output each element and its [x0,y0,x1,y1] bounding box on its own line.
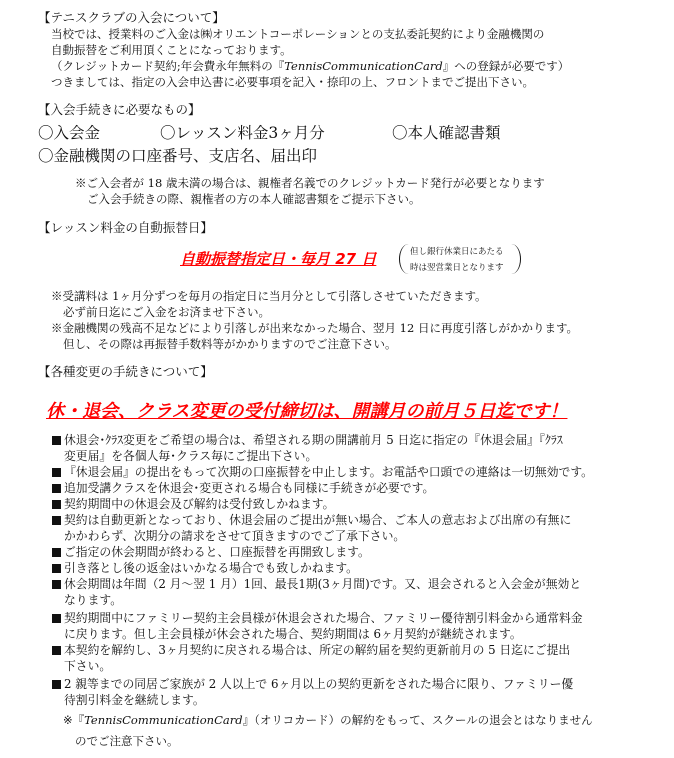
minor-note-line-2: ご入会手続きの際、親権者の方の本人確認書類をご提示下さい。 [87,192,421,206]
deadline-headline: 休・退会、クラス変更の受付締切は、開講月の前月５日迄です！ [46,401,568,422]
orico-note-line-1: ※『TennisCommunicationCard』（オリコカード）の解約をもって、スクールの退会とはなりません [63,713,593,727]
rule-bullet-4: 契約期間中の休退会及び解約は受付致しかねます。 [52,496,334,512]
req-item-entry-fee: 〇入会金 [38,124,101,142]
membership-line-1: 当校では、授業料のご入金は㈱オリエントコーポレーションとの支払委託契約により金融機関の [51,27,545,41]
side-note-line-2: 時は翌営業日となります [410,263,504,273]
debit-date-heading: 【レッスン料金の自動振替日】 [38,220,213,235]
rule-bullet-11: 2 親等までの同居ご家族が 2 人以上で 6ヶ月以上の契約更新をされた場合に限り、ファミリー優 待割引料金を継続します。 [52,676,573,708]
rule-bullet-9: 契約期間中にファミリー契約主会員様が休退会された場合、ファミリー優待割引料金から通常料金 に戻ります。但し主会員様が休会された場合、契約期間は 6ヶ月契約が継続されます。 [52,610,583,642]
req-item-lesson-fee: 〇レッスン料金3ヶ月分 [160,124,325,142]
card-name-final: TennisCommunicationCard [84,713,243,727]
orico-note-line-2: のでご注意下さい。 [75,734,179,748]
debit-date-highlight: 自動振替指定日・毎月 27 日 [180,250,377,268]
membership-line-2: 自動振替をご利用頂くことになっております。 [51,43,292,57]
rule-bullet-5: 契約は自動更新となっており、休退会届のご提出が無い場合、ご本人の意志および出席の有無に かかわらず、次期分の請求をさせて頂きますのでご了承下さい。 [52,512,571,544]
card-name: TennisCommunicationCard [284,59,443,73]
req-item-bank-account: 〇金融機関の口座番号、支店名、届出印 [38,147,318,165]
minor-note-line-1: ※ご入会者が 18 歳未満の場合は、親権者名義でのクレジットカード発行が必要となります [75,176,545,190]
changes-heading: 【各種変更の手続きについて】 [38,364,213,379]
side-note-line-1: 但し銀行休業日にあたる [410,247,504,257]
debit-note-line-3: ※金融機関の残高不足などにより引落しが出来なかった場合、翌月 12 日に再度引落しがかかります。 [51,321,579,335]
rule-bullet-2: 『休退会届』の提出をもって次期の口座振替を中止します。お電話や口頭での連絡は一切無効です。 [52,464,593,480]
membership-line-3: （クレジットカード契約;年会費永年無料の『TennisCommunicationCard』への登録が必要です） [51,59,570,73]
req-item-id-document: 〇本人確認書類 [392,124,501,142]
rule-bullet-3: 追加受講クラスを休退会･変更される場合も同様に手続きが必要です。 [52,480,434,496]
rule-bullet-1: 休退会･ｸﾗｽ変更をご希望の場合は、希望される期の開講前月 5 日迄に指定の『休退会届』『ｸﾗｽ 変更届』を各個人毎･クラス毎にご提出下さい。 [52,432,563,464]
rule-bullet-10: 本契約を解約し、3ヶ月契約に戻される場合は、所定の解約届を契約更新前月の 5 日迄にご提出 下さい。 [52,642,570,674]
rule-bullet-6: ご指定の休会期間が終わると、口座振替を再開致します。 [52,544,370,560]
debit-note-line-4: 但し、その際は再振替手数料等がかかりますのでご注意下さい。 [63,337,397,351]
requirements-heading: 【入会手続きに必要なもの】 [38,102,201,117]
membership-line-4: つきましては、指定の入会申込書に必要事項を記入・捺印の上、フロントまでご提出下さい。 [51,75,534,89]
membership-heading: 【テニスクラブの入会について】 [38,10,225,25]
debit-note-line-2: 必ず前日迄にご入金をお済ませ下さい。 [63,305,270,319]
rule-bullet-8: 休会期間は年間（2 月～翌 1 月）1回、最長1期(3ヶ月間)です。又、退会されると入会金が無効と なります。 [52,576,581,608]
debit-note-line-1: ※受講料は 1ヶ月分ずつを毎月の指定日に当月分として引落しさせていただきます。 [51,289,487,303]
rule-bullet-7: 引き落とし後の返金はいかなる場合でも致しかねます。 [52,560,358,576]
